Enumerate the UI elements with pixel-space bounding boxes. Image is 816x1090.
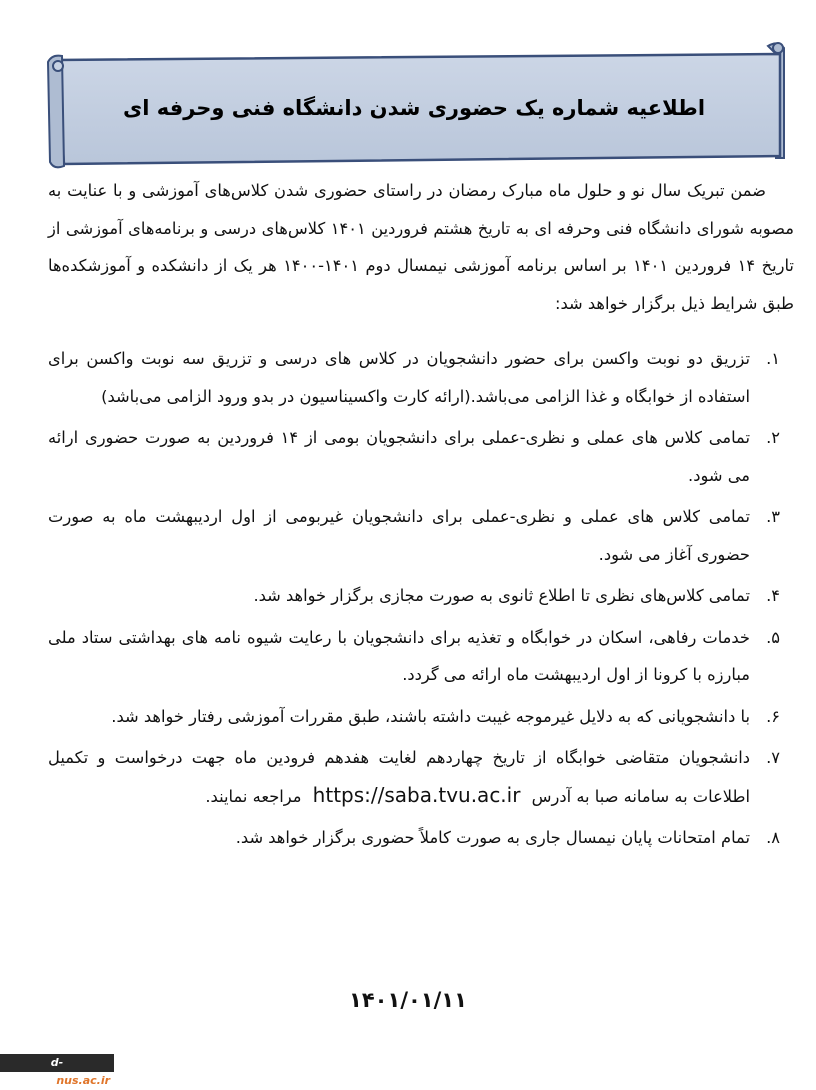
notice-title: اطلاعیه شماره یک حضوری شدن دانشگاه فنی وحرفه ای xyxy=(122,96,706,120)
intro-paragraph xyxy=(48,172,794,322)
item-number: ۵. xyxy=(766,627,780,647)
list-item xyxy=(48,739,780,815)
item-text: تمامی کلاس های عملی و نظری-عملی برای دانشجویان غیربومی از اول اردیبهشت ماه به صورت حضوری آغاز می شود. xyxy=(48,507,750,564)
item-text: تمامی کلاس های عملی و نظری-عملی برای دانشجویان بومی از ۱۴ فروردین به صورت حضوری ارائه می شود. xyxy=(48,428,750,485)
watermark-prefix: d-khansar. xyxy=(3,1056,64,1087)
intro-text: ضمن تبریک سال نو و حلول ماه مبارک رمضان در راستای حضوری شدن کلاس‌های آموزشی و با عنایت به مصوبه شورای دانشگاه فنی وحرفه ای به تاریخ هشتم فروردین ۱۴۰۱ کلاس‌های درسی و برنامه‌های آموزشی از تاریخ ۱۴ فروردین ۱۴۰۱ بر اساس برنامه آموزشی نیمسال دوم ۱۴۰۱-۱۴۰۰ هر یک از دانشکده و آموزشکده‌ها طبق شرایط ذیل برگزار خواهد شد: xyxy=(48,181,794,313)
document-date: ۱۴۰۱/۰۱/۱۱ xyxy=(349,988,467,1012)
title-banner xyxy=(40,38,788,173)
list-item xyxy=(48,698,780,736)
item-text: تمام امتحانات پایان نیمسال جاری به صورت کاملاً حضوری برگزار خواهد شد. xyxy=(235,828,750,847)
item-number: ۲. xyxy=(766,428,780,447)
list-item xyxy=(48,340,780,415)
item-text: تمامی کلاس‌های نظری تا اطلاع ثانوی به صورت مجازی برگزار خواهد شد. xyxy=(253,586,750,605)
item-text: با دانشجویانی که به دلایل غیرموجه غیبت داشته باشند، طبق مقررات آموزشی رفتار خواهد شد. xyxy=(111,706,750,726)
item-number: ۱. xyxy=(766,349,780,368)
conditions-list xyxy=(48,340,780,861)
saba-url-link[interactable]: https://saba.tvu.ac.ir xyxy=(312,782,521,807)
item-number: ۸. xyxy=(766,828,780,847)
item-text: دانشجویان متقاضی خوابگاه از تاریخ چهاردهم لغایت هفدهم فرودین ماه جهت درخواست و تکمیل اطلاعات به سامانه صبا به آدرس xyxy=(48,748,750,806)
item-number: ۳. xyxy=(766,507,780,526)
list-item xyxy=(48,577,780,615)
item-number: ۴. xyxy=(766,586,780,605)
item-number: ۷. xyxy=(766,748,780,767)
list-item xyxy=(48,819,780,857)
list-item xyxy=(48,498,780,573)
item-text-after: مراجعه نمایند. xyxy=(205,786,302,806)
item-text: تزریق دو نوبت واکسن برای حضور دانشجویان در کلاس های درسی و تزریق سه نوبت واکسن برای استفاده از خوابگاه و غذا الزامی می‌باشد.(ارائه کارت واکسیناسیون در بدو ورود الزامی می‌باشد) xyxy=(48,349,750,406)
item-text: خدمات رفاهی، اسکان در خوابگاه و تغذیه برای دانشجویان با رعایت شیوه نامه های بهداشتی ستاد ملی مبارزه با کرونا از اول اردیبهشت ماه ارائه می گردد. xyxy=(48,627,750,684)
list-item xyxy=(48,619,780,694)
watermark-accent: nus.ac.ir xyxy=(56,1074,111,1087)
list-item xyxy=(48,419,780,494)
item-number: ۶. xyxy=(766,706,780,726)
site-watermark xyxy=(0,1054,114,1087)
